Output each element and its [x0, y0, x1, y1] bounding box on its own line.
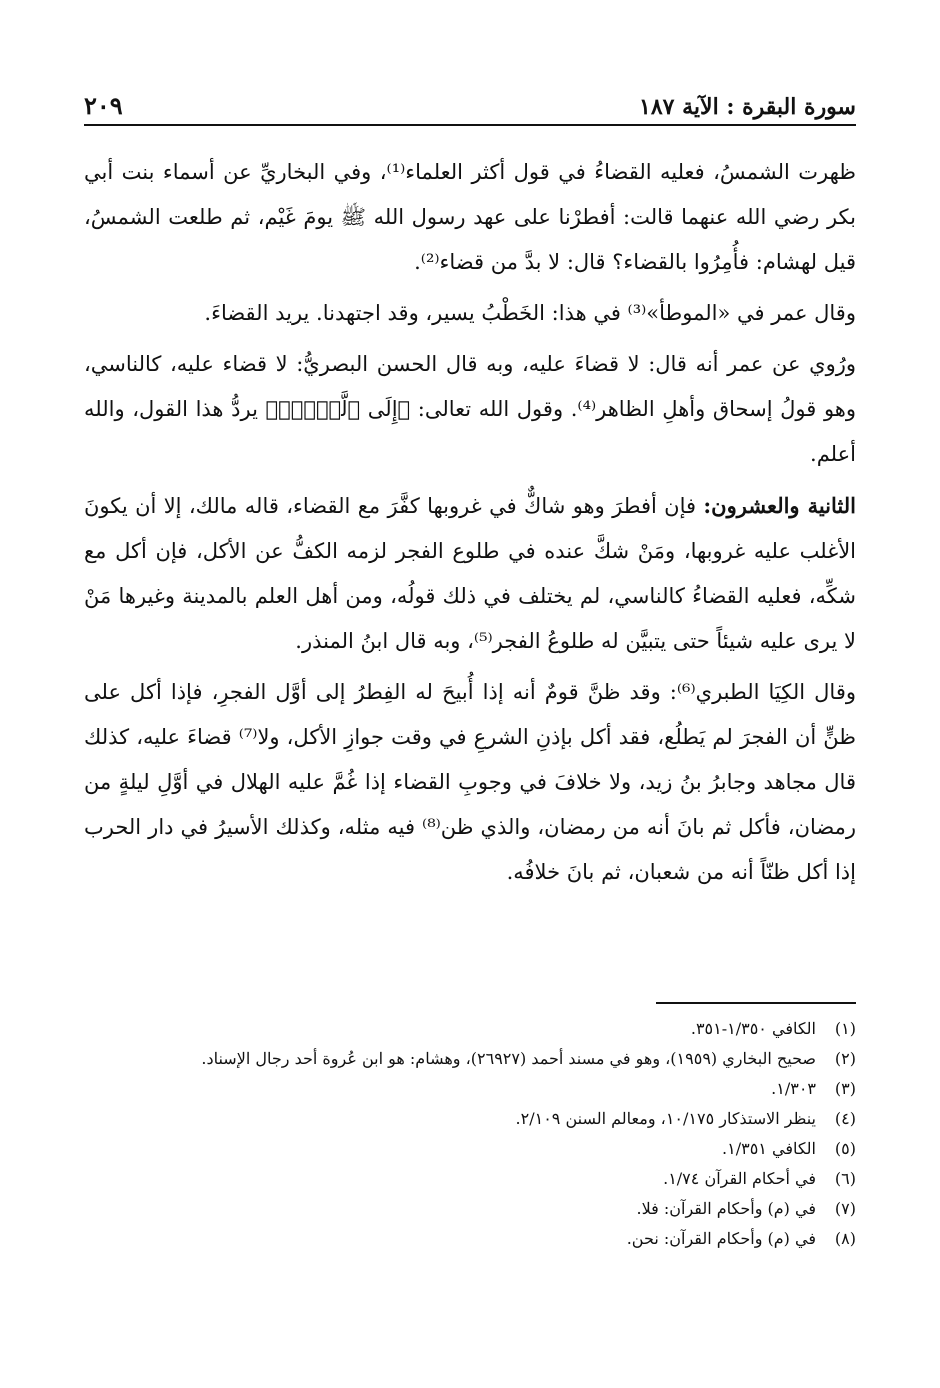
main-text [84, 150, 856, 901]
paragraph-4 [84, 483, 856, 664]
footnotes-list [84, 1014, 856, 1254]
footnote-number: (٥) [834, 1139, 856, 1158]
paragraph-2: وقال عمر في «الموطأ»⁽³⁾ في هذا: الخَطْبُ يسير، وقد اجتهدنا. يريد القضاءَ. [204, 301, 856, 325]
footnote-item [84, 1134, 856, 1164]
paragraph-4-text: فإن أفطرَ وهو شاكٌّ في غروبها كفَّرَ مع القضاء، قاله مالك، إلا أن يكونَ الأغلب عليه غروبها، ومَنْ شكَّ عنده في طلوع الفجر لزمه الكفُّ عن الأكل، فإن أكل مع شكِّه، فعليه القضاءُ كالناسي، لم يختلف في ذلك قولُه، ومن أهل العلم بالمدينة وغيرها مَنْ لا يرى عليه شيئاً حتى يتبيَّن له طلوعُ الفجر⁽⁵⁾، وبه قال ابنُ المنذر. [84, 494, 856, 653]
paragraph-3: ورُوي عن عمر أنه قال: لا قضاءَ عليه، وبه قال الحسن البصريُّ: لا قضاء عليه، كالناسي، وهو قولُ إسحاق وأهلِ الظاهر⁽⁴⁾. وقول الله تعالى: ﴿إِلَى ٱلَّيۡلِۚ﴾ يردُّ هذا القول، والله أعلم. [84, 352, 857, 466]
footnote-number: (٨) [834, 1229, 856, 1248]
footnote-item [84, 1074, 856, 1104]
footnote-text: ينظر الاستذكار ١٠/١٧٥، ومعالم السنن ٢/١٠٩. [515, 1109, 816, 1128]
footnote-item [84, 1104, 856, 1134]
running-header [84, 84, 856, 126]
footnote-text: صحيح البخاري (١٩٥٩)، وهو في مسند أحمد (٢٦٩٢٧)، وهشام: هو ابن عُروة أحد رجال الإسناد. [201, 1049, 816, 1068]
footnote-item [84, 1194, 856, 1224]
footnote-text: ١/٣٠٣. [771, 1079, 816, 1098]
footnote-number: (٤) [834, 1109, 856, 1128]
footnote-number: (٦) [834, 1169, 856, 1188]
page-number: ٢٠٩ [84, 91, 123, 120]
footnote-number: (٧) [834, 1199, 856, 1218]
footnote-item [84, 1164, 856, 1194]
section-heading: الثانية والعشرون: [703, 493, 856, 518]
footnote-item [84, 1044, 856, 1074]
footnote-text: في (م) وأحكام القرآن: فلا. [636, 1199, 816, 1218]
footnote-text: في أحكام القرآن ١/٧٤. [663, 1169, 816, 1188]
footnote-item [84, 1224, 856, 1254]
footnote-text: في (م) وأحكام القرآن: نحن. [626, 1229, 816, 1248]
footnote-number: (١) [834, 1019, 856, 1038]
paragraph-1: ظهرت الشمسُ، فعليه القضاءُ في قول أكثر العلماء⁽¹⁾، وفي البخاريِّ عن أسماء بنت أبي بكر رضي الله عنهما قالت: أفطرْنا على عهد رسول الله ﷺ يومَ غَيْم، ثم طلعت الشمسُ، قيل لهشام: فأُمِرُوا بالقضاء؟ قال: لا بدَّ من قضاء⁽²⁾. [84, 160, 856, 274]
footnote-item [84, 1014, 856, 1044]
header-title: سورة البقرة : الآية ١٨٧ [639, 94, 856, 120]
paragraph-5: وقال الكِيَا الطبري⁽⁶⁾: وقد ظنَّ قومٌ أنه إذا أُبيحَ له الفِطرُ إلى أوَّل الفجرِ، فإذا أكل على ظنٍّ أن الفجرَ لم يَطلُع، فقد أكل بإذنِ الشرعِ في وقت جوازِ الأكل، ولا⁽⁷⁾ قضاءَ عليه، كذلك قال مجاهد وجابرُ بنُ زيد، ولا خلافَ في وجوبِ القضاء إذا غُمَّ عليه الهلال في أوَّلِ ليلةٍ من رمضان، فأكل ثم بانَ أنه من رمضان، والذي ظن⁽⁸⁾ فيه مثله، وكذلك الأسيرُ في دار الحرب إذا أكل ظنّاً أنه من شعبان، ثم بانَ خلافُه. [84, 680, 856, 884]
footnote-divider [656, 1002, 856, 1004]
footnote-number: (٢) [834, 1049, 856, 1068]
footnote-text: الكافي ١/٣٥١. [722, 1139, 816, 1158]
footnote-number: (٣) [834, 1079, 856, 1098]
footnote-text: الكافي ١/٣٥٠-٣٥١. [690, 1019, 816, 1038]
